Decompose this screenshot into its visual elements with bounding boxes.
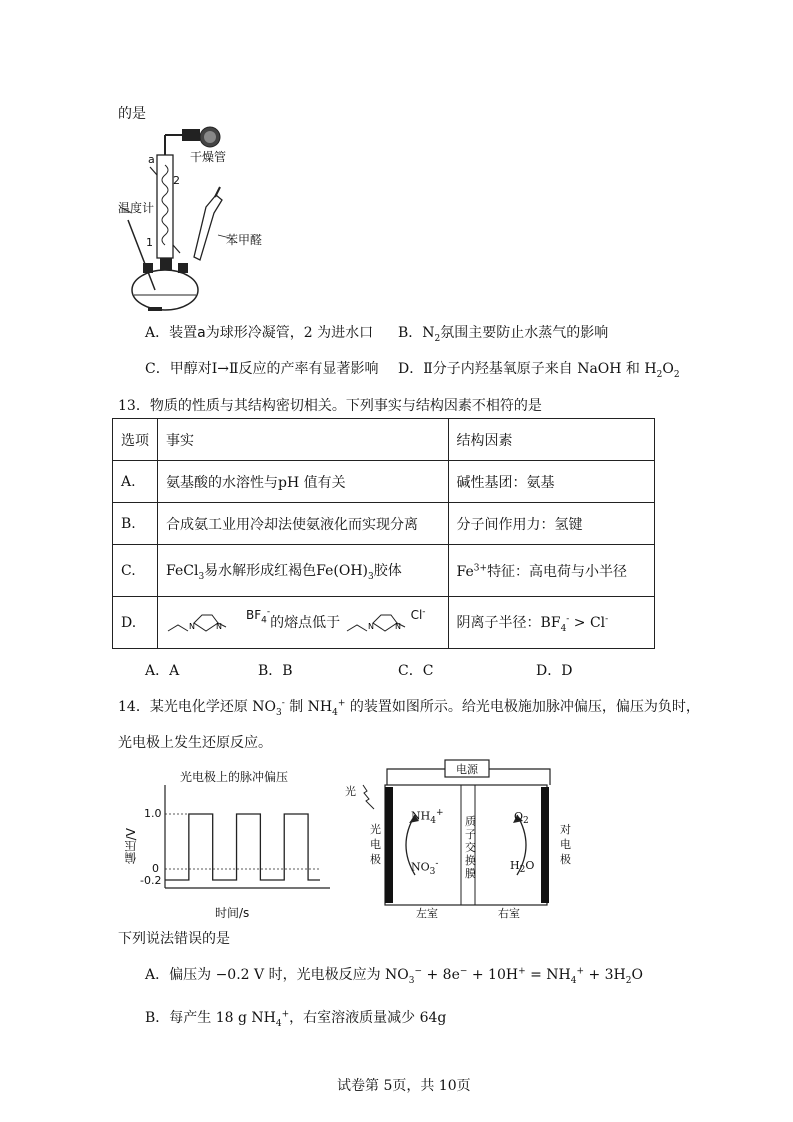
q12-option-c: C．甲醇对Ⅰ→Ⅱ反应的产率有显著影响	[145, 361, 379, 377]
table-header-row	[113, 419, 655, 461]
label-drying-tube: 干燥管	[190, 150, 227, 164]
table-cell: N N $BF_4^-$的熔点低于 N N Cl-	[158, 597, 449, 649]
table-cell: 分子间作用力：氢键	[448, 503, 654, 545]
q12-option-d: D．Ⅱ分子内羟基氧原子来自 NaOH 和 $H_2O_2$	[398, 361, 680, 380]
pulse-series	[165, 814, 320, 880]
counter-electrode-label: 对电极	[560, 823, 571, 866]
top-text: 的是	[118, 106, 146, 122]
left-chamber-label: 左室	[416, 907, 438, 920]
q13-answer-b: B．B	[258, 663, 293, 679]
imidazolium-structure-1	[166, 609, 246, 637]
table-row	[113, 597, 655, 649]
label-1: 1	[146, 236, 153, 249]
chart-xlabel: 时间/s	[215, 906, 250, 920]
q14-option-a: A．偏压为 −0.2 V 时，光电极反应为 $NO_3^- + 8e^- + 10H^+ = NH_4^+ + 3H_2O$	[145, 966, 643, 986]
q14-option-b: B．每产生 18 g $NH_4^+$，右室溶液质量减少 64g	[145, 1009, 447, 1029]
table-header-cell: 结构因素	[448, 419, 654, 461]
q14-prompt: 下列说法错误的是	[118, 931, 230, 947]
svg-text:N: N	[216, 621, 222, 631]
pulse-chart	[150, 780, 340, 900]
page-footer: 试卷第 5页，共 10页	[337, 1078, 471, 1094]
table-row	[113, 461, 655, 503]
chart-title: 光电极上的脉冲偏压	[180, 770, 289, 784]
q13-answer-c: C．C	[398, 663, 434, 679]
chart-ylabel: 偏压/V	[124, 828, 138, 865]
tick-label: 0	[152, 862, 159, 875]
label-a: a	[148, 153, 155, 166]
table-row	[113, 503, 655, 545]
table-cell: 合成氨工业用冷却法使氨液化而实现分离	[158, 503, 449, 545]
tick-label: -0.2	[140, 874, 162, 887]
q12-option-a: A．装置a为球形冷凝管，2 为进水口	[145, 325, 374, 341]
table-cell: $Fe^{3+}$特征：高电荷与小半径	[448, 545, 654, 597]
label-thermometer: 温度计	[118, 201, 155, 215]
label-benzaldehyde: 苯甲醛	[226, 233, 263, 247]
q14-line1: 14．某光电化学还原 $NO_3^-$ 制 $NH_4^+$ 的装置如图所示。给光电极施加脉冲偏压，偏压为负时，	[118, 698, 700, 718]
svg-text:N: N	[394, 621, 401, 631]
svg-text:N: N	[367, 621, 374, 631]
q13-question: 13．物质的性质与其结构密切相关。下列事实与结构因素不相符的是	[118, 398, 542, 414]
table-cell: 阴离子半径：$BF_4^- > Cl^-$	[448, 597, 654, 649]
q13-answer-a: A．A	[145, 663, 180, 679]
table-cell: FeCl$_3$易水解形成红褐色$Fe(OH)_3$胶体	[158, 545, 449, 597]
o2-label: $O_2$	[514, 810, 529, 827]
table-cell: A.	[113, 461, 158, 503]
label-2: 2	[173, 174, 180, 187]
table-header-cell: 选项	[113, 419, 158, 461]
svg-text:N: N	[189, 621, 195, 631]
no3-label: $NO_3^-$	[411, 859, 439, 877]
q14-line2: 光电极上发生还原反应。	[118, 735, 272, 751]
h2o-label: $H_2O$	[510, 859, 535, 876]
table-cell: C.	[113, 545, 158, 597]
table-header-cell: 事实	[158, 419, 449, 461]
power-label: 电源	[456, 763, 478, 776]
photo-electrode	[385, 787, 393, 903]
photo-electrode-label: 光电极	[370, 823, 381, 866]
tick-label: 1.0	[144, 807, 162, 820]
table-row	[113, 545, 655, 597]
table-cell: 氨基酸的水溶性与pH 值有关	[158, 461, 449, 503]
light-label: 光	[345, 785, 356, 798]
right-chamber-label: 右室	[498, 907, 520, 920]
light-wave	[363, 785, 374, 809]
membrane-label: 质子交换膜	[465, 815, 476, 880]
table-cell: 碱性基团：氨基	[448, 461, 654, 503]
q13-table	[112, 418, 655, 649]
counter-electrode	[541, 787, 549, 903]
q12-option-b: B．$N_2$氛围主要防止水蒸气的影响	[398, 325, 609, 344]
table-cell: B.	[113, 503, 158, 545]
table-cell: D.	[113, 597, 158, 649]
q13-answer-d: D．D	[536, 663, 573, 679]
nh4-label: $NH_4^+$	[411, 808, 444, 826]
